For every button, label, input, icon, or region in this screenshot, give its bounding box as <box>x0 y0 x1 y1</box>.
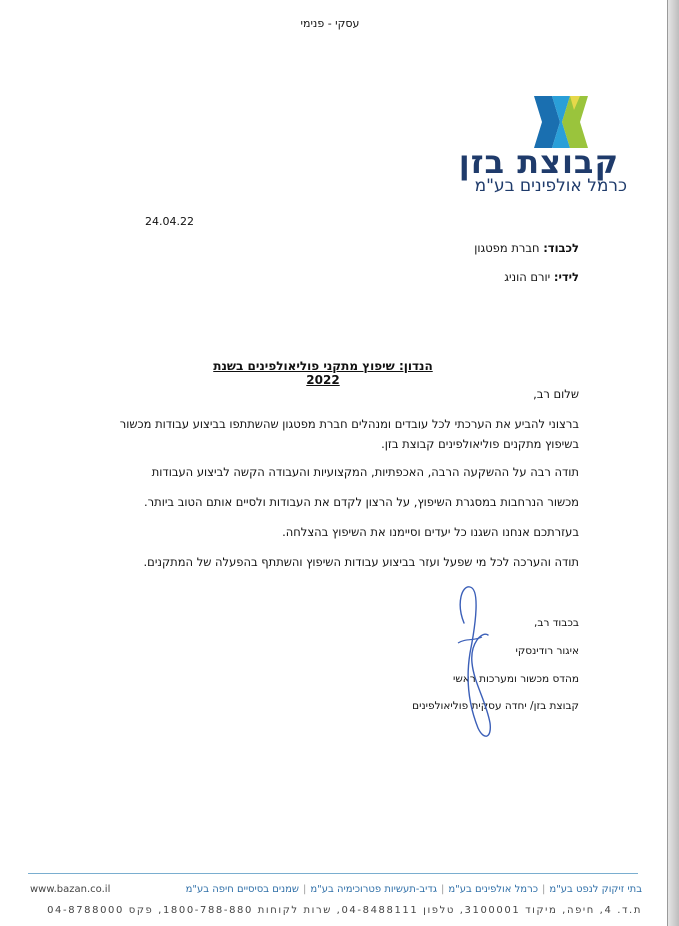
recipient-line <box>474 241 579 255</box>
signer-title: מהדס מכשור ומערכות ראשי <box>453 673 579 685</box>
website-link[interactable]: www.bazan.co.il <box>30 884 111 895</box>
company-3: שמנים בסיסיים חיפה בע"מ <box>185 884 299 895</box>
signer-name: איגור רודינסקי <box>515 645 579 657</box>
footer-contact: ת.ד. 4, חיפה, מיקוד 3100001, טלפון 04-8488111, שרות לקוחות 1800-788-880, פקס 04-8788000 <box>47 905 642 916</box>
paragraph-4: תודה והערכה לכל מי שפעל ועזר בביצוע עבודות השיפוץ והשתתף בהפעלה של המתקנים. <box>143 555 579 569</box>
bazan-logo-icon <box>530 96 592 148</box>
attention-value: יורם הוניג <box>504 270 551 284</box>
paragraph-1: ברצוני להביע את הערכתי לכל עובדים ומנהלים חברת מפטגון שהשתתפו בביצוע עבודות מכשור בשיפוץ מתקנים פוליאולפינים קבוצת בזן. <box>119 417 579 451</box>
handwritten-signature <box>452 583 502 743</box>
subject-line: הנדון: שיפוץ מתקני פוליאולפינים בשנת 2022 <box>213 359 433 387</box>
closing: בכבוד רב, <box>534 617 579 629</box>
recipient-value: חברת מפטגון <box>474 241 540 255</box>
company-list: בתי זיקוק לנפט בע"מ|כרמל אולפינים בע"מ|גדיב-תעשיות פטרוכימיה בע"מ|שמנים בסיסיים חיפה בע"מ <box>185 884 642 895</box>
letter-date: 24.04.22 <box>145 215 194 228</box>
brand-name: קבוצת בזן <box>458 143 619 181</box>
paragraph-3: בעזרתכם אנחנו השגנו כל יעדים וסיימנו את השיפוץ בהצלחה. <box>282 525 579 539</box>
company-2: גדיב-תעשיות פטרוכימיה בע"מ <box>310 884 437 895</box>
page-edge-shadow <box>667 0 679 926</box>
brand-subtitle: כרמל אולפינים בע"מ <box>474 176 627 196</box>
attention-line <box>504 270 579 284</box>
company-0: בתי זיקוק לנפט בע"מ <box>549 884 642 895</box>
attention-label: לידי: <box>553 270 579 284</box>
signer-org: קבוצת בזן/ יחדה עסקית פוליאולפינים <box>412 700 579 712</box>
footer-divider <box>28 873 638 874</box>
company-1: כרמל אולפינים בע"מ <box>448 884 539 895</box>
classification-label: עסקי - פנימי <box>300 17 360 30</box>
recipient-label: לכבוד: <box>543 241 579 255</box>
paragraph-2b: מכשור הנרחבות במסגרת השיפוץ, על הרצון לקדם את העבודות ולסיים אותם הטוב ביותר. <box>144 495 579 509</box>
greeting: שלום רב, <box>533 387 579 401</box>
paragraph-2a: תודה רבה על ההשקעה הרבה, האכפתיות, המקצועיות והעבודה הקשה לביצוע העבודות <box>151 465 579 479</box>
